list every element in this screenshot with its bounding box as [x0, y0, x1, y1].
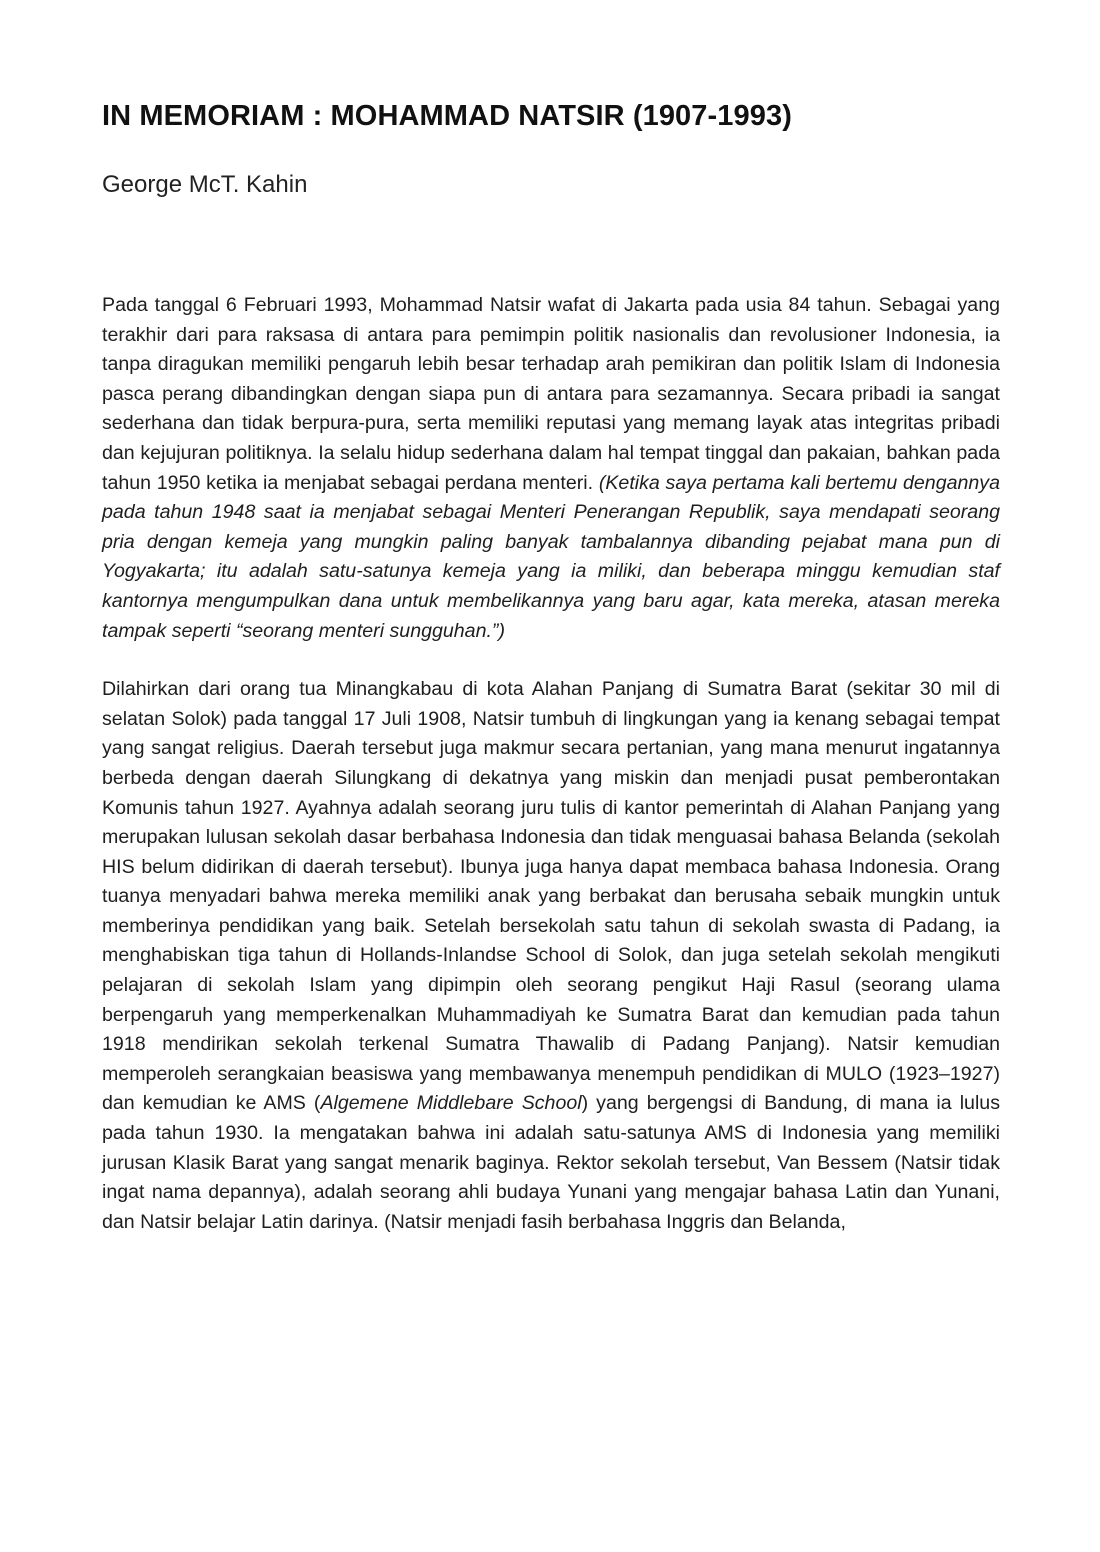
paragraph-1-text: Pada tanggal 6 Februari 1993, Mohammad Natsir wafat di Jakarta pada usia 84 tahun. Sebagai yang terakhir dari para raksasa di antara para pemimpin politik nasionalis dan revolusioner Indonesia, ia tanpa diragukan memiliki pengaruh lebih besar terhadap arah pemikiran dan politik Islam di Indonesia pasca perang dibandingkan dengan siapa pun di antara para sezamannya. Secara pribadi ia sangat sederhana dan tidak berpura-pura, serta memiliki reputasi yang memang layak atas integritas pribadi dan kejujuran politiknya. Ia selalu hidup sederhana dalam hal tempat tinggal dan pakaian, bahkan pada tahun 1950 ketika ia menjabat sebagai perdana menteri.: [102, 294, 1000, 494]
author-name: George McT. Kahin: [102, 171, 308, 198]
paragraph-1-italic-aside: (Ketika saya pertama kali bertemu dengannya pada tahun 1948 saat ia menjabat sebagai Menteri Penerangan Republik, saya mendapati seorang pria dengan kemeja yang mungkin paling banyak tambalannya dibanding pejabat mana pun di Yogyakarta; itu adalah satu-satunya kemeja yang ia miliki, dan beberapa minggu kemudian staf kantornya mengumpulkan dana untuk membelikannya yang baru agar, kata mereka, atasan mereka tampak seperti “seorang menteri sungguhan.”): [102, 471, 1000, 642]
paragraph-1: [102, 291, 1000, 646]
paragraph-2-text-after: ) yang bergengsi di Bandung, di mana ia lulus pada tahun 1930. Ia mengatakan bahwa ini adalah satu-satunya AMS di Indonesia yang memiliki jurusan Klasik Barat yang sangat menarik baginya. Rektor sekolah tersebut, Van Bessem (Natsir tidak ingat nama depannya), adalah seorang ahli budaya Yunani yang mengajar bahasa Latin dan Yunani, dan Natsir belajar Latin darinya. (Natsir menjadi fasih berbahasa Inggris dan Belanda,: [102, 1092, 1000, 1233]
paragraph-2: [102, 675, 1000, 1237]
paragraph-2-text-before: Dilahirkan dari orang tua Minangkabau di kota Alahan Panjang di Sumatra Barat (sekitar 30 mil di selatan Solok) pada tanggal 17 Juli 1908, Natsir tumbuh di lingkungan yang ia kenang sebagai tempat yang sangat religius. Daerah tersebut juga makmur secara pertanian, yang mana menurut ingatannya berbeda dengan daerah Silungkang di dekatnya yang miskin dan menjadi pusat pemberontakan Komunis tahun 1927. Ayahnya adalah seorang juru tulis di kantor pemerintah di Alahan Panjang yang merupakan lulusan sekolah dasar berbahasa Indonesia dan tidak menguasai bahasa Belanda (sekolah HIS belum didirikan di daerah tersebut). Ibunya juga hanya dapat membaca bahasa Indonesia. Orang tuanya menyadari bahwa mereka memiliki anak yang berbakat dan berusaha sebaik mungkin untuk memberinya pendidikan yang baik. Setelah bersekolah satu tahun di sekolah swasta di Padang, ia menghabiskan tiga tahun di Hollands-Inlandse School di Solok, dan juga setelah sekolah mengikuti pelajaran di sekolah Islam yang dipimpin oleh seorang pengikut Haji Rasul (seorang ulama berpengaruh yang memperkenalkan Muhammadiyah ke Sumatra Barat dan kemudian pada tahun 1918 mendirikan sekolah terkenal Sumatra Thawalib di Padang Panjang). Natsir kemudian memperoleh serangkaian beasiswa yang membawanya menempuh pendidikan di MULO (1923–1927) dan kemudian ke AMS (: [102, 678, 1000, 1115]
document-title: IN MEMORIAM : MOHAMMAD NATSIR (1907-1993): [102, 100, 792, 132]
article-body: [102, 291, 1000, 1237]
paragraph-2-italic-school-name: Algemene Middlebare School: [320, 1092, 582, 1115]
